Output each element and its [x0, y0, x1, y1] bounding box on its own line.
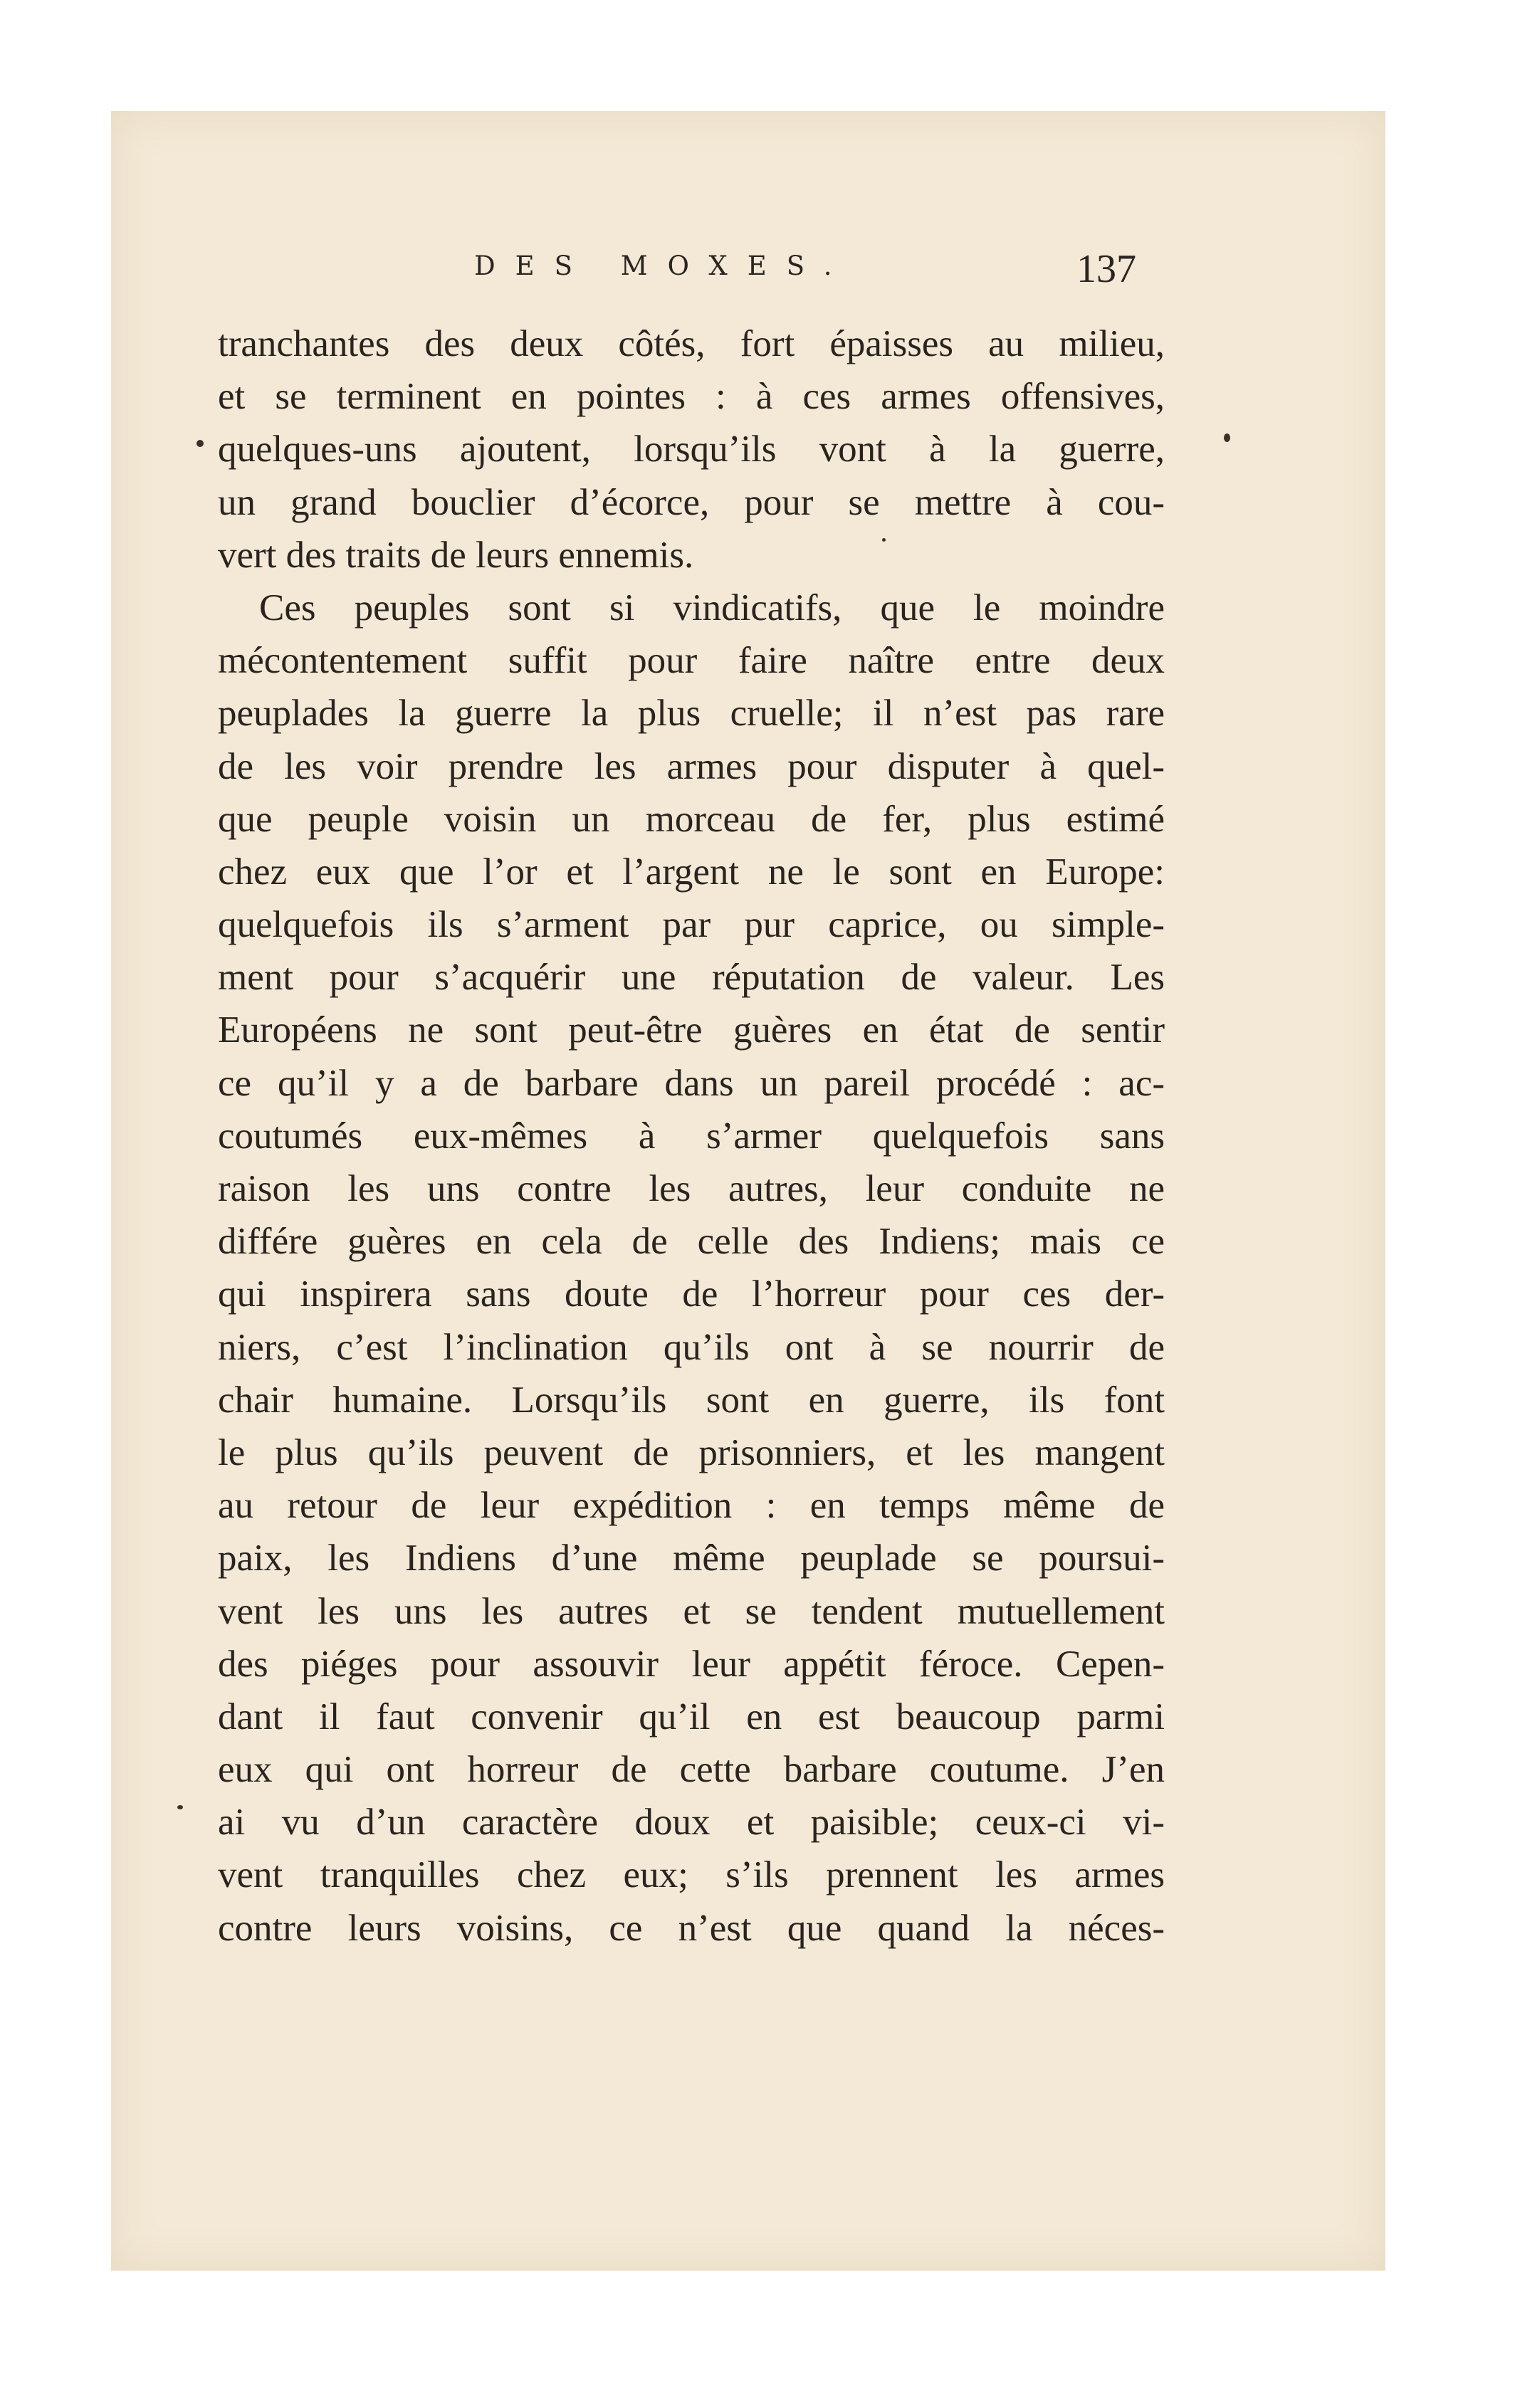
text-line: raison les uns contre les autres, leur conduite ne — [218, 1168, 1165, 1209]
page-number: 137 — [1076, 247, 1136, 291]
text-line: tranchantes des deux côtés, fort épaisses au milieu, — [218, 323, 1165, 364]
text-line: que peuple voisin un morceau de fer, plus estimé — [218, 798, 1165, 840]
page-scan — [111, 111, 1385, 2271]
text-line: ment pour s’acquérir une réputation de valeur. Les — [218, 957, 1165, 999]
text-line: au retour de leur expédition : en temps même de — [218, 1485, 1165, 1527]
text-line: différe guères en cela de celle des Indiens; mais ce — [218, 1221, 1165, 1263]
text-line: chair humaine. Lorsqu’ils sont en guerre, ils font — [218, 1379, 1165, 1421]
text-line: dant il faut convenir qu’il en est beaucoup parmi — [218, 1695, 1165, 1737]
paragraph-start-line: Ces peuples sont si vindicatifs, que le moindre — [259, 587, 1165, 629]
text-line: des piéges pour assouvir leur appétit féroce. Cepen- — [218, 1643, 1165, 1685]
text-line: eux qui ont horreur de cette barbare coutume. J’en — [218, 1749, 1165, 1791]
text-line: et se terminent en pointes : à ces armes offensives, — [218, 376, 1165, 418]
text-line: contre leurs voisins, ce n’est que quand la néces- — [218, 1907, 1165, 1949]
text-line: niers, c’est l’inclination qu’ils ont à se nourrir de — [218, 1326, 1165, 1368]
text-line: de les voir prendre les armes pour disputer à quel- — [218, 745, 1165, 787]
text-line: qui inspirera sans doute de l’horreur pour ces der- — [218, 1273, 1165, 1315]
text-line: chez eux que l’or et l’argent ne le sont en Europe: — [218, 851, 1165, 893]
text-line: peuplades la guerre la plus cruelle; il n’est pas rare — [218, 693, 1165, 735]
text-line: vert des traits de leurs ennemis. — [218, 534, 694, 576]
text-line: ai vu d’un caractère doux et paisible; ceux-ci vi- — [218, 1802, 1165, 1844]
ink-speck — [177, 1805, 183, 1809]
text-line: quelques-uns ajoutent, lorsqu’ils vont à la guerre, — [218, 429, 1165, 470]
ink-speck — [1224, 433, 1230, 442]
text-line: vent tranquilles chez eux; s’ils prennent les armes — [218, 1854, 1165, 1896]
text-line: coutumés eux-mêmes à s’armer quelquefois sans — [218, 1115, 1165, 1157]
text-line: Européens ne sont peut-être guères en état de sentir — [218, 1009, 1165, 1051]
text-line: vent les uns les autres et se tendent mutuellement — [218, 1590, 1165, 1632]
ink-speck — [882, 538, 886, 542]
text-line: un grand bouclier d’écorce, pour se mettre à cou- — [218, 481, 1165, 523]
page-header — [111, 246, 1385, 296]
ink-speck — [196, 440, 204, 447]
text-line: quelquefois ils s’arment par pur caprice, ou simple- — [218, 904, 1165, 946]
text-line: le plus qu’ils peuvent de prisonniers, et les mangent — [218, 1431, 1165, 1473]
text-line: mécontentement suffit pour faire naître entre deux — [218, 640, 1165, 682]
text-line: paix, les Indiens d’une même peuplade se poursui- — [218, 1537, 1165, 1579]
body-text — [218, 317, 1165, 1955]
text-line: ce qu’il y a de barbare dans un pareil procédé : ac- — [218, 1062, 1165, 1104]
running-head: DES MOXES. — [474, 251, 852, 281]
